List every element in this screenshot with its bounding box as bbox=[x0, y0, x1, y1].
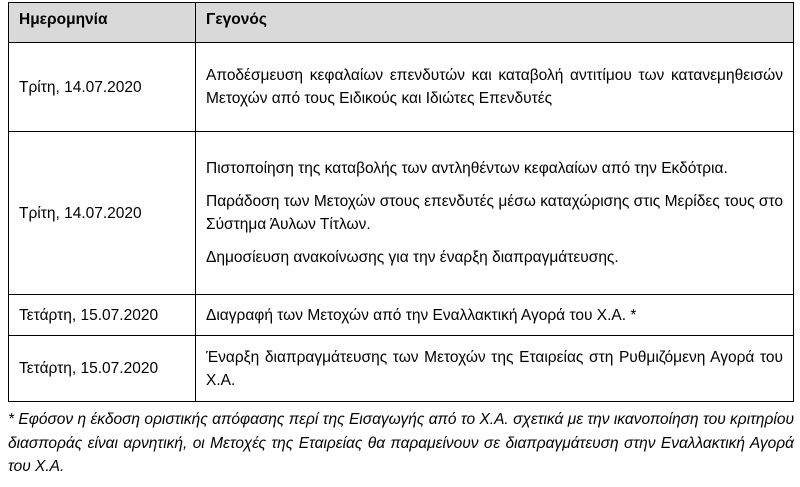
footnote: * Εφόσον η έκδοση οριστικής απόφασης περί της Εισαγωγής από το Χ.Α. σχετικά με την ικανοποίηση του κριτηρίου διασποράς είναι αρνητική, οι Μετοχές της Εταιρείας θα παραμείνουν σε διαπραγμάτευση στην Εναλλακτική Αγορά του Χ.Α. bbox=[8, 411, 794, 475]
table-row bbox=[9, 43, 794, 132]
header-event: Γεγονός bbox=[196, 3, 794, 43]
timetable bbox=[8, 2, 794, 402]
row-date: Τρίτη, 14.07.2020 bbox=[9, 132, 196, 295]
event-text: Πιστοποίηση της καταβολής των αντληθέντων κεφαλαίων από την Εκδότρια. bbox=[206, 160, 728, 177]
table-row bbox=[9, 295, 794, 336]
header-date: Ημερομηνία bbox=[9, 3, 196, 43]
event-text: Αποδέσμευση κεφαλαίων επενδυτών και καταβολή αντιτίμου των κατανεμηθεισών Μετοχών από τους Ειδικούς και Ιδιώτες Επενδυτές bbox=[206, 67, 783, 107]
row-event bbox=[196, 336, 794, 402]
event-text: Παράδοση των Μετοχών στους επενδυτές μέσω καταχώρισης στις Μερίδες τους στο Σύστημα Άυλων Τίτλων. bbox=[206, 193, 783, 233]
row-date: Τρίτη, 14.07.2020 bbox=[9, 43, 196, 132]
event-text: Έναρξη διαπραγμάτευσης των Μετοχών της Εταιρείας στη Ρυθμιζόμενη Αγορά του Χ.Α. bbox=[206, 348, 783, 389]
event-text: Διαγραφή των Μετοχών από την Εναλλακτική Αγορά του Χ.Α. * bbox=[206, 306, 637, 324]
row-event bbox=[196, 295, 794, 336]
row-event bbox=[196, 43, 794, 132]
table-row bbox=[9, 132, 794, 295]
header-row bbox=[9, 3, 794, 43]
row-event bbox=[196, 132, 794, 295]
row-date: Τετάρτη, 15.07.2020 bbox=[9, 295, 196, 336]
row-date: Τετάρτη, 15.07.2020 bbox=[9, 336, 196, 402]
event-text: Δημοσίευση ανακοίνωσης για την έναρξη διαπραγμάτευσης. bbox=[206, 249, 619, 266]
table-row bbox=[9, 336, 794, 402]
